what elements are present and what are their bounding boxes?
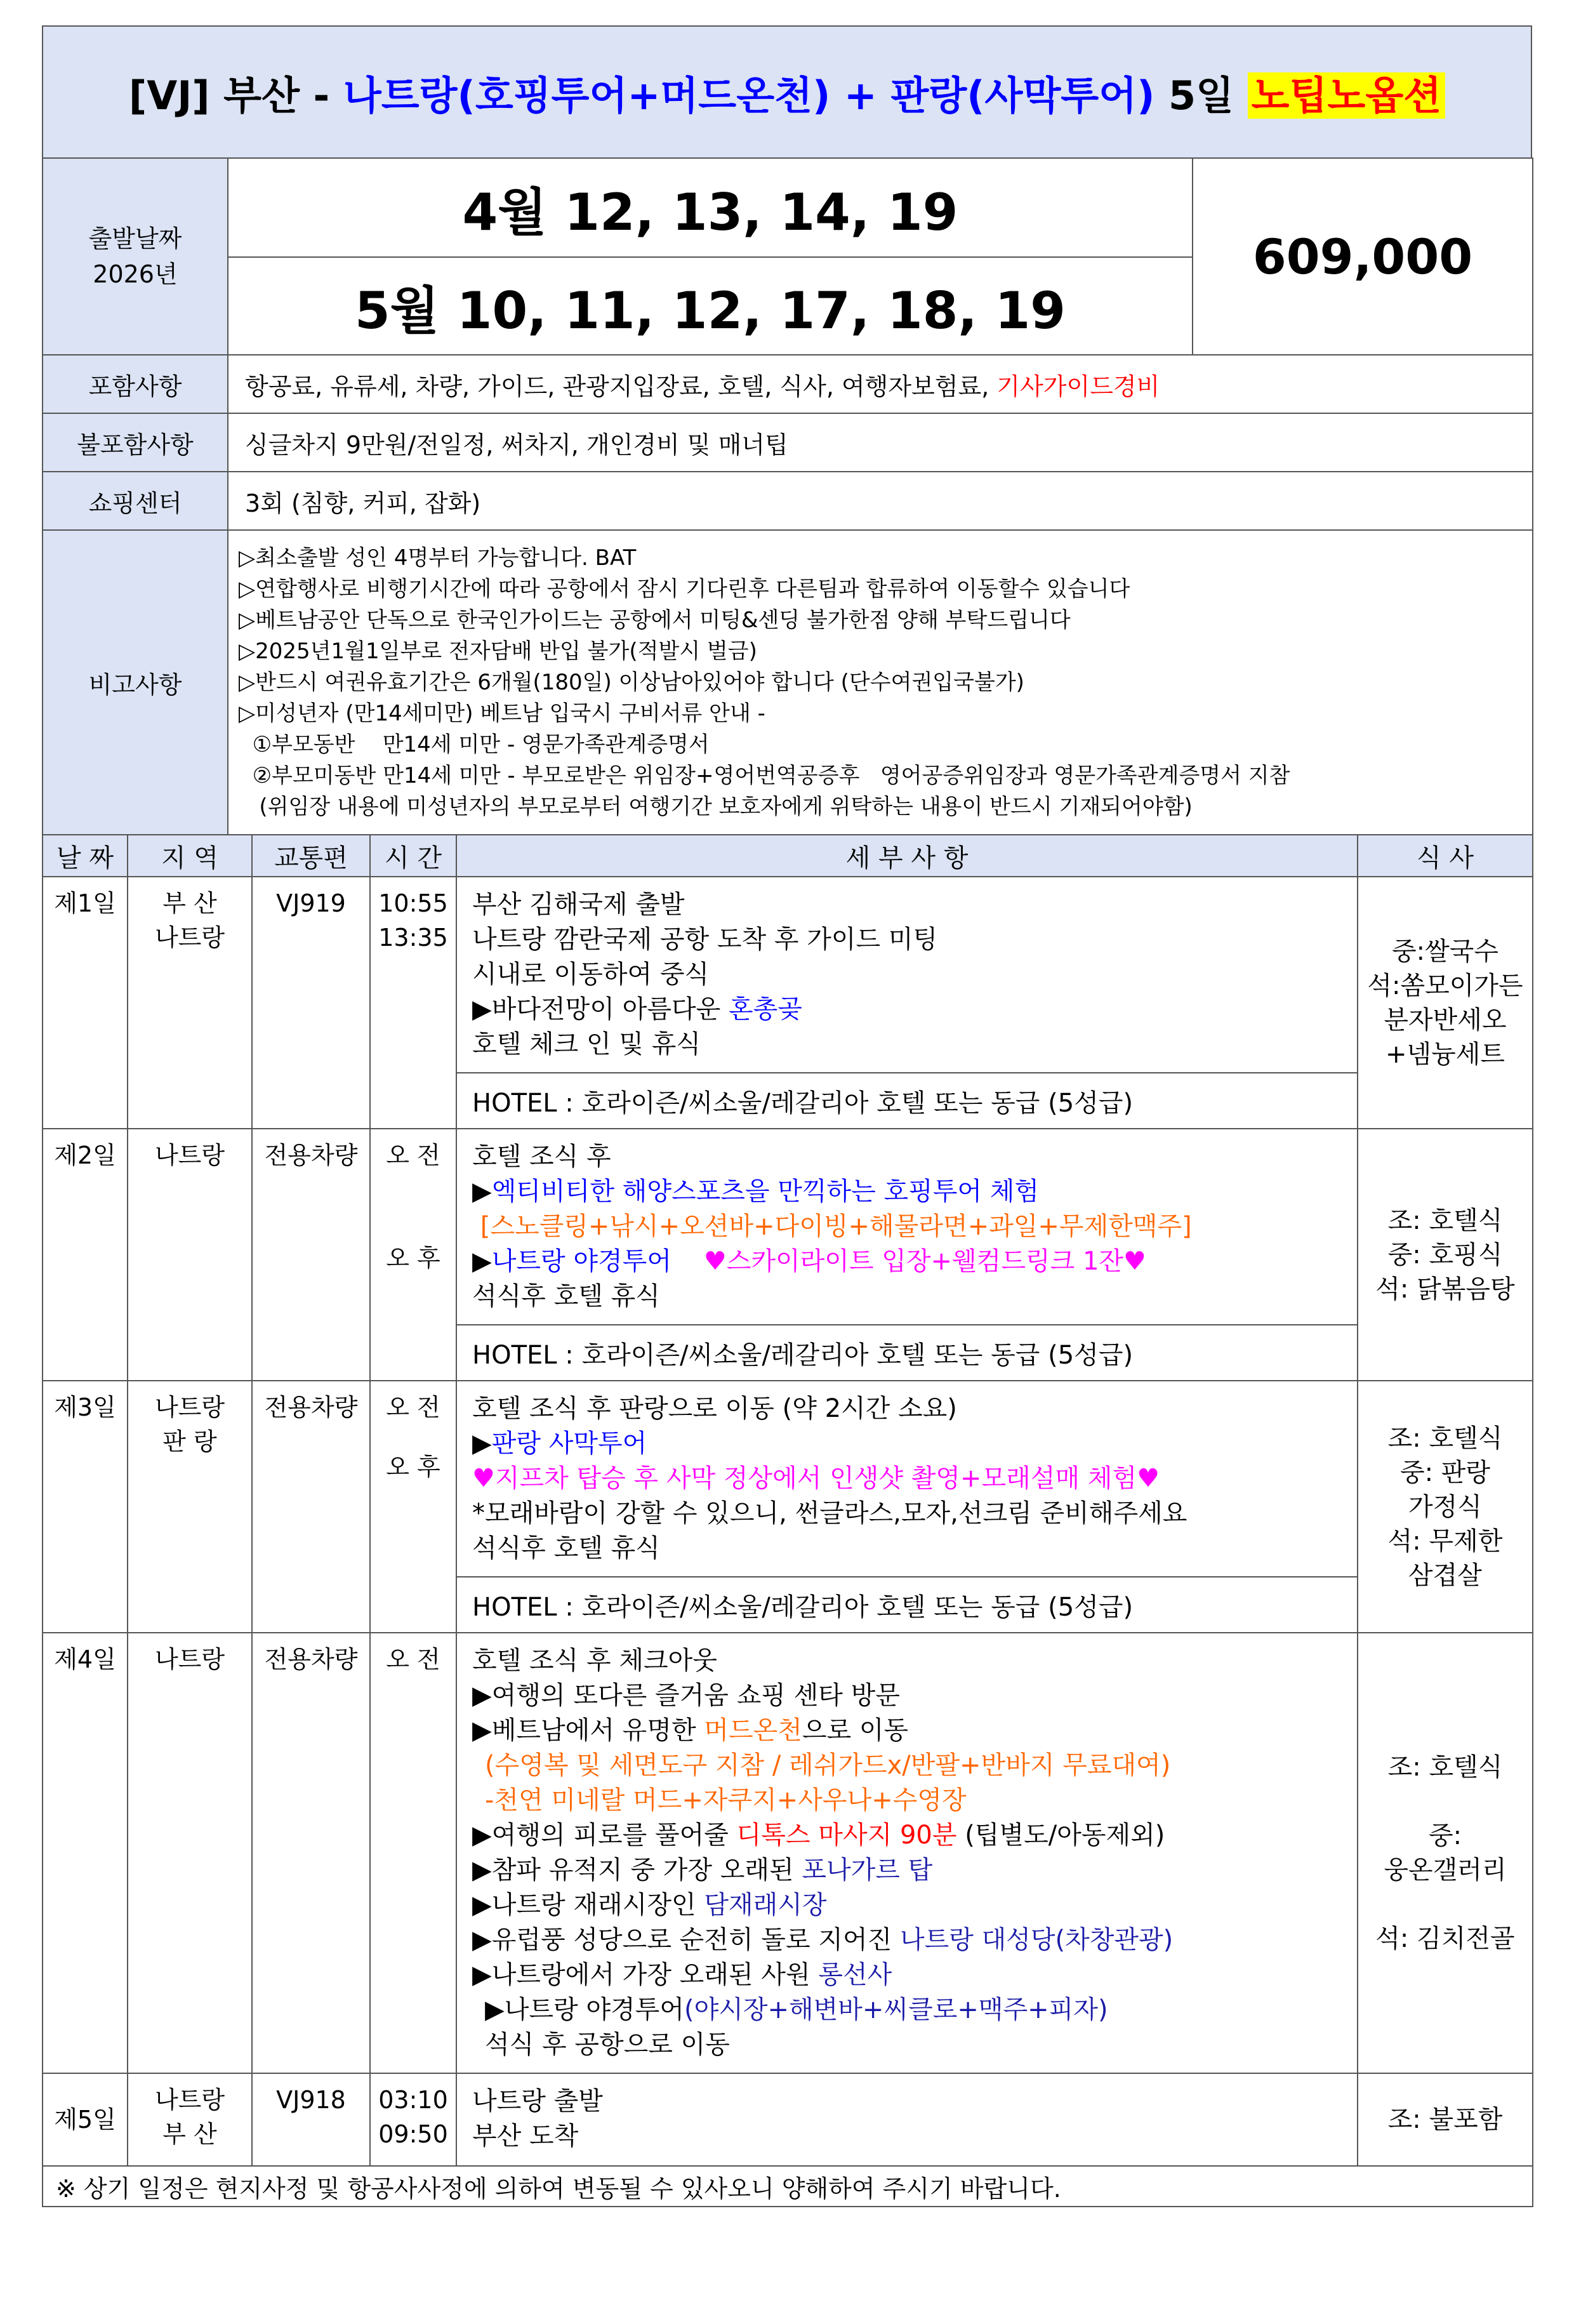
desert-tour: 판랑 사막투어 — [491, 1429, 647, 1458]
itinerary-sheet — [42, 25, 1532, 2207]
price: 609,000 — [1193, 158, 1533, 355]
skylight-entry: ♥스카이라이트 입장+웰컴드링크 1잔♥ — [671, 1247, 1146, 1276]
day5-detail: 나트랑 출발 부산 도착 — [456, 2073, 1358, 2166]
day3-meal: 조: 호텔식 중: 판랑 가정식 석: 무제한 삼겹살 — [1358, 1381, 1533, 1633]
day2-time: 오 전 오 후 — [370, 1129, 456, 1381]
ponagar-tower: 포나가르 탑 — [802, 1856, 933, 1885]
remarks-label: 비고사항 — [43, 530, 228, 835]
no-tip-badge: 노팁노옵션 — [1248, 72, 1445, 119]
may-dates: 5월 10, 11, 12, 17, 18, 19 — [228, 257, 1193, 355]
info-table — [42, 157, 1533, 835]
day4-meal: 조: 호텔식 중: 웅온갤러리 석: 김치전골 — [1358, 1633, 1533, 2073]
day5-label: 제5일 — [43, 2073, 128, 2166]
header-time: 시 간 — [370, 835, 456, 877]
day5-row — [43, 2073, 1533, 2166]
day1-time: 10:55 13:35 — [370, 877, 456, 1129]
day4-detail: 호텔 조식 후 체크아웃 ▶여행의 또다른 즐거움 쇼핑 센타 방문 ▶베트남에서 유명한 머드온천으로 이동 (수영복 및 세면도구 지참 / 레쉬가드x/반팔+반바지 무료대여) -천연 미네랄 머드+자쿠지+사우나+수영장 ▶여행의 피로를 풀어줄 디톡스 마사지 90분 (팁별도/아동제외) ▶참파 유적지 중 가장 오래된 포나가르 탑 ▶나트랑 재래시장인 담재래시장 ▶유럽풍 성당으로 순전히 돌로 지어진 나트랑 대성당(차창관광) ▶나트랑에서 가장 오래된 사원 롱선사 ▶나트랑 야경투어(야시장+해변바+씨클로+맥주+피자) 석식 후 공항으로 이동 — [456, 1633, 1358, 2073]
day3-transport: 전용차량 — [252, 1381, 370, 1633]
night-tour-items: (야시장+해변바+씨클로+맥주+피자) — [684, 1995, 1108, 2024]
footer-note: ※ 상기 일정은 현지사정 및 항공사사정에 의하여 변동될 수 있사오니 양해하여 주시기 바랍니다. — [43, 2166, 1533, 2207]
day3-label: 제3일 — [43, 1381, 128, 1633]
day4-label: 제4일 — [43, 1633, 128, 2073]
cathedral: 나트랑 대성당(차창관광) — [899, 1925, 1174, 1955]
day1-row — [43, 877, 1533, 1073]
day1-detail: 부산 김해국제 출발 나트랑 깜란국제 공항 도착 후 가이드 미팅 시내로 이동하여 중식 ▶바다전망이 아름다운 혼총곶 호텔 체크 인 및 휴식 — [456, 877, 1358, 1073]
mud-spa: 머드온천 — [704, 1716, 802, 1745]
day5-region: 나트랑 부 산 — [128, 2073, 252, 2166]
detox-massage: 디톡스 마사지 90분 — [736, 1821, 957, 1850]
day1-transport: VJ919 — [252, 877, 370, 1129]
day2-row — [43, 1129, 1533, 1325]
hon-chong-cape: 혼총곶 — [728, 995, 802, 1024]
april-dates: 4월 12, 13, 14, 19 — [228, 158, 1193, 257]
included-label: 포함사항 — [43, 355, 228, 413]
page-title — [43, 26, 1531, 158]
header-meal: 식 사 — [1358, 835, 1533, 877]
title-table — [42, 25, 1532, 159]
header-detail: 세 부 사 항 — [456, 835, 1358, 877]
day2-region: 나트랑 — [128, 1129, 252, 1381]
excluded-label: 불포함사항 — [43, 413, 228, 472]
night-tour: 나트랑 야경투어 — [491, 1247, 671, 1276]
schedule-header — [43, 835, 1533, 877]
excluded-text: 싱글차지 9만원/전일정, 써차지, 개인경비 및 매너팁 — [228, 413, 1533, 472]
day1-hotel: HOTEL : 호라이즌/씨소울/레갈리아 호텔 또는 동급 (5성급) — [456, 1073, 1358, 1129]
hopping-tour: 엑티비티한 해양스포츠을 만끽하는 호핑투어 체험 — [491, 1177, 1040, 1206]
remarks-text: ▷최소출발 성인 4명부터 가능합니다. BAT ▷연합행사로 비행기시간에 따라 공항에서 잠시 기다린후 다른팀과 합류하여 이동할수 있습니다 ▷베트남공안 단독으로 한국인가이드는 공항에서 미팅&센딩 불가한점 양해 부탁드립니다 ▷2025년1월1일부로 전자담배 반입 불가(적발시 벌금) ▷반드시 여권유효기간은 6개월(180일) 이상남아있어야 합니다 (단수여권입국불가) ▷미성년자 (만14세미만) 베트남 입국시 구비서류 안내 - ①부모동반 만14세 미만 - 영문가족관계증명서 ②부모미동반 만14세 미만 - 부모로받은 위임장+영어번역공증후 영어공증위임장과 영문가족관계증명서 지참 (위임장 내용에 미성년자의 부모로부터 여행기간 보호자에게 위탁하는 내용이 반드시 기재되어야함) — [228, 530, 1533, 835]
day2-meal: 조: 호텔식 중: 호핑식 석: 닭볶음탕 — [1358, 1129, 1533, 1381]
day4-region: 나트랑 — [128, 1633, 252, 2073]
header-day: 날 짜 — [43, 835, 128, 877]
included-text: 항공료, 유류세, 차량, 가이드, 관광지입장료, 호텔, 식사, 여행자보험료, 기사가이드경비 — [228, 355, 1533, 413]
day2-label: 제2일 — [43, 1129, 128, 1381]
long-son-pagoda: 롱선사 — [818, 1960, 892, 1989]
day3-detail: 호텔 조식 후 판랑으로 이동 (약 2시간 소요) ▶판랑 사막투어 ♥지프차 탑승 후 사막 정상에서 인생샷 촬영+모래설매 체험♥ *모래바람이 강할 수 있으니, 썬글라스,모자,선크림 준비해주세요 석식후 호텔 휴식 — [456, 1381, 1358, 1577]
day5-transport: VJ918 — [252, 2073, 370, 2166]
day2-transport: 전용차량 — [252, 1129, 370, 1381]
day3-row — [43, 1381, 1533, 1577]
header-transport: 교통편 — [252, 835, 370, 877]
shopping-label: 쇼핑센터 — [43, 472, 228, 530]
dam-market: 담재래시장 — [704, 1890, 827, 1920]
schedule-table — [42, 834, 1533, 2207]
day4-transport: 전용차량 — [252, 1633, 370, 2073]
title-days: 5일 — [1154, 72, 1248, 119]
title-prefix: [VJ] 부산 - — [128, 72, 343, 119]
shopping-text: 3회 (침향, 커피, 잡화) — [228, 472, 1533, 530]
departure-label: 출발날짜 2026년 — [43, 158, 228, 355]
day3-hotel: HOTEL : 호라이즌/씨소울/레갈리아 호텔 또는 동급 (5성급) — [456, 1577, 1358, 1633]
day5-time: 03:10 09:50 — [370, 2073, 456, 2166]
title-route: 나트랑(호핑투어+머드온천) + 판랑(사막투어) — [343, 72, 1155, 119]
day4-time: 오 전 — [370, 1633, 456, 2073]
day2-hotel: HOTEL : 호라이즌/씨소울/레갈리아 호텔 또는 동급 (5성급) — [456, 1325, 1358, 1381]
day4-row — [43, 1633, 1533, 2073]
driver-guide-fee: 기사가이드경비 — [996, 372, 1160, 401]
day2-detail: 호텔 조식 후 ▶엑티비티한 해양스포츠을 만끽하는 호핑투어 체험 [스노클링+낚시+오션바+다이빙+해물라면+과일+무제한맥주] ▶나트랑 야경투어 ♥스카이라이트 입장+웰컴드링크 1잔♥ 석식후 호텔 휴식 — [456, 1129, 1358, 1325]
day5-meal: 조: 불포함 — [1358, 2073, 1533, 2166]
day1-region: 부 산 나트랑 — [128, 877, 252, 1129]
day1-label: 제1일 — [43, 877, 128, 1129]
header-region: 지 역 — [128, 835, 252, 877]
day3-region: 나트랑 판 랑 — [128, 1381, 252, 1633]
day3-time: 오 전 오 후 — [370, 1381, 456, 1633]
day1-meal: 중:쌀국수 석:쏨모이가든 분자반세오 +넴늉세트 — [1358, 877, 1533, 1129]
